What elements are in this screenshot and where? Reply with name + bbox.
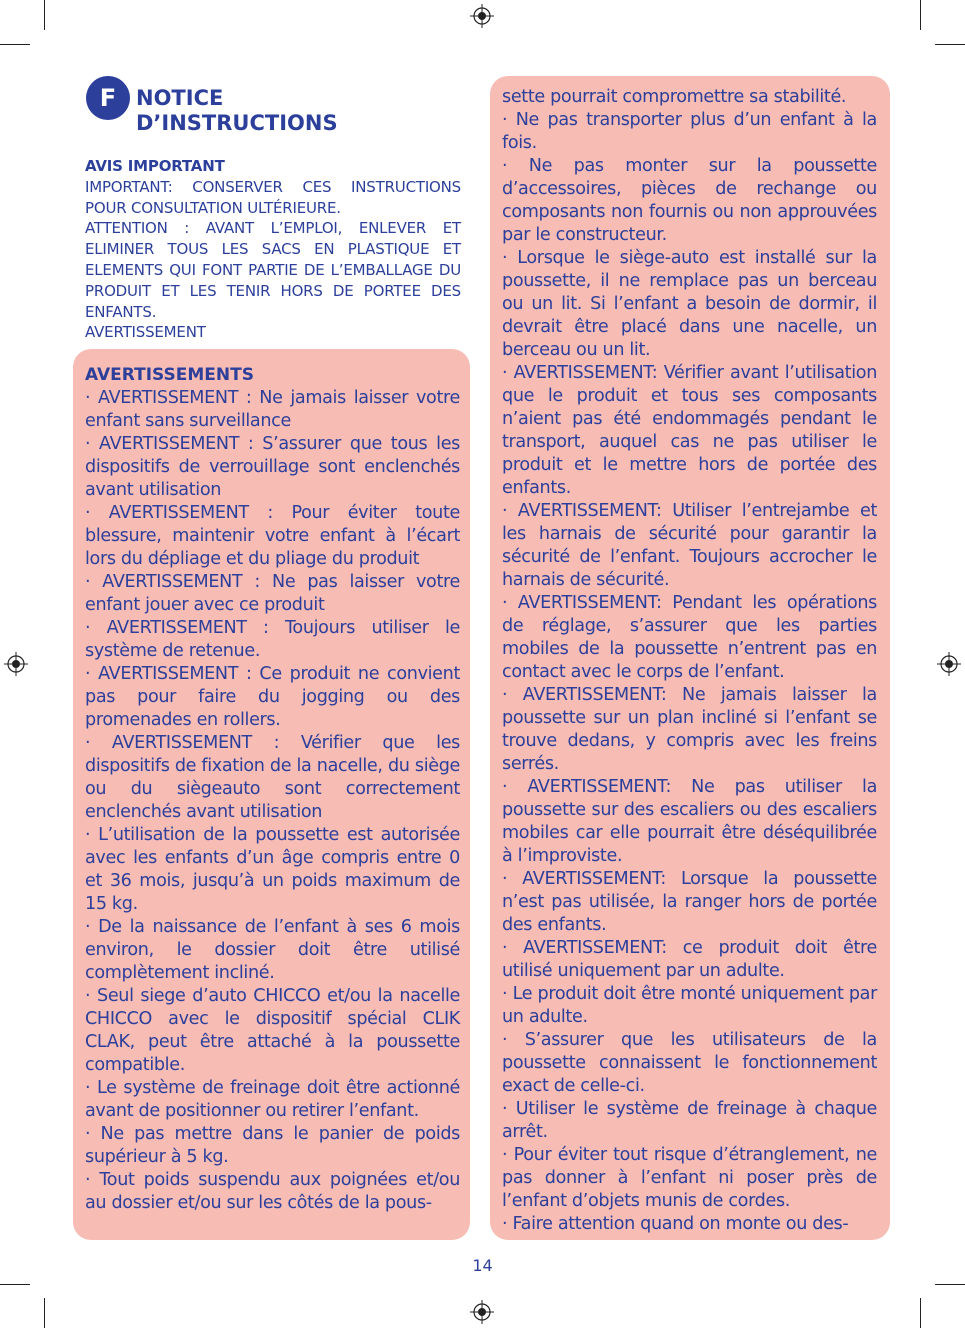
- warning-item: · Seul siege d’auto CHICCO et/ou la nacelle CHICCO avec le dispositif spécial CLIK CLAK, peut être attaché à la poussette compatible.: [85, 986, 460, 1075]
- warning-item: · De la naissance de l’enfant à ses 6 mois environ, le dossier doit être utilisé complètement incliné.: [85, 917, 460, 983]
- crop-mark: [920, 0, 921, 30]
- warning-item: · Le système de freinage doit être actionné avant de positionner ou retirer l’enfant.: [85, 1078, 460, 1121]
- warnings-box-right: [490, 76, 890, 1240]
- warning-item: · AVERTISSEMENT: ce produit doit être utilisé uniquement par un adulte.: [502, 938, 877, 981]
- crop-mark: [0, 44, 30, 45]
- page-title: [136, 86, 338, 136]
- warning-item: · AVERTISSEMENT : Vérifier que les dispositifs de fixation de la nacelle, du siège ou du siègeauto sont correctement enclenchés avant utilisation: [85, 733, 460, 822]
- crop-mark: [920, 1298, 921, 1328]
- warnings-heading: AVERTISSEMENTS: [85, 365, 254, 385]
- warning-item: · AVERTISSEMENT : Ne jamais laisser votre enfant sans surveillance: [85, 388, 460, 431]
- warning-item: sette pourrait compromettre sa stabilité.: [502, 87, 847, 107]
- warning-item: · Lorsque le siège-auto est installé sur la poussette, il ne remplace pas un berceau ou un lit. Si l’enfant a besoin de dormir, il devrait être placé dans une nacelle, un berceau ou un lit.: [502, 248, 877, 360]
- crop-mark: [0, 1284, 30, 1285]
- warning-item: · Tout poids suspendu aux poignées et/ou au dossier et/ou sur les côtés de la pous-: [85, 1170, 460, 1213]
- warning-item: · AVERTISSEMENT: Lorsque la poussette n’est pas utilisée, la ranger hors de portée des enfants.: [502, 869, 877, 935]
- warning-item: · Faire attention quand on monte ou des-: [502, 1214, 849, 1234]
- registration-mark-icon: [937, 652, 961, 676]
- important-paragraph: IMPORTANT: CONSERVER CES INSTRUCTIONS POUR CONSULTATION ULTÉRIEURE.: [85, 177, 461, 217]
- important-paragraph: ATTENTION : AVANT L’EMPLOI, ENLEVER ET ELIMINER TOUS LES SACS EN PLASTIQUE ET ELEMENTS QUI FONT PARTIE DE L’EMBALLAGE DU PRODUIT ET LES TENIR HORS DE PORTEE DES ENFANTS.: [85, 219, 461, 321]
- registration-mark-icon: [4, 652, 28, 676]
- crop-mark: [44, 1298, 45, 1328]
- warning-item: · AVERTISSEMENT: Pendant les opérations de réglage, s’assurer que les parties mobiles de la poussette n’entrent pas en contact avec le corps de l’enfant.: [502, 593, 877, 682]
- warning-item: · AVERTISSEMENT: Vérifier avant l’utilisation que le produit et tous ses composants n’aient pas été endommagés pendant le transport, auquel cas ne pas utiliser le produit et le mettre hors de portée des enfants.: [502, 363, 877, 498]
- warning-item: · Ne pas mettre dans le panier de poids supérieur à 5 kg.: [85, 1124, 460, 1167]
- important-paragraph: AVERTISSEMENT: [85, 323, 206, 342]
- important-heading: AVIS IMPORTANT: [85, 157, 225, 175]
- registration-mark-icon: [470, 1300, 494, 1324]
- warning-item: · AVERTISSEMENT: Ne pas utiliser la poussette sur des escaliers ou des escaliers mobiles car elle pourrait être déséquilibrée à l’improviste.: [502, 777, 877, 866]
- warning-item: · AVERTISSEMENT : Ce produit ne convient pas pour faire du jogging ou des promenades en rollers.: [85, 664, 460, 730]
- warning-item: · AVERTISSEMENT: Ne jamais laisser la poussette sur un plan incliné si l’enfant se trouve dedans, y compris avec les freins serrés.: [502, 685, 877, 774]
- crop-mark: [44, 0, 45, 30]
- crop-mark: [935, 1284, 965, 1285]
- warning-item: · Ne pas monter sur la poussette d’accessoires, pièces de rechange ou composants non fournis ou non approuvées par le constructeur.: [502, 156, 877, 245]
- warning-item: · Pour éviter tout risque d’étranglement, ne pas donner à l’enfant ni poser près de l’enfant d’objets munis de cordes.: [502, 1145, 877, 1211]
- warning-item: · S’assurer que les utilisateurs de la poussette connaissent le fonctionnement exact de celle-ci.: [502, 1030, 877, 1096]
- page-title-line: NOTICE: [136, 86, 224, 110]
- warning-item: · AVERTISSEMENT : Toujours utiliser le système de retenue.: [85, 618, 460, 661]
- registration-mark-icon: [470, 4, 494, 28]
- warning-item: · Le produit doit être monté uniquement par un adulte.: [502, 984, 877, 1027]
- warnings-box-left: [73, 349, 470, 1240]
- warning-item: · AVERTISSEMENT : Ne pas laisser votre enfant jouer avec ce produit: [85, 572, 460, 615]
- language-badge: F: [86, 76, 130, 120]
- warning-item: · AVERTISSEMENT : S’assurer que tous les dispositifs de verrouillage sont enclenchés avant utilisation: [85, 434, 460, 500]
- warning-item: · L’utilisation de la poussette est autorisée avec les enfants d’un âge compris entre 0 et 36 mois, jusqu’à un poids maximum de 15 kg.: [85, 825, 460, 914]
- warning-item: · AVERTISSEMENT: Utiliser l’entrejambe et les harnais de sécurité pour garantir la sécurité de l’enfant. Toujours accrocher le harnais de sécurité.: [502, 501, 877, 590]
- crop-mark: [935, 44, 965, 45]
- warning-item: · Ne pas transporter plus d’un enfant à la fois.: [502, 110, 877, 153]
- page-title-line: D’INSTRUCTIONS: [136, 111, 338, 135]
- important-notice: [85, 156, 461, 343]
- warning-item: · AVERTISSEMENT : Pour éviter toute blessure, maintenir votre enfant à l’écart lors du dépliage et du pliage du produit: [85, 503, 460, 569]
- warning-item: · Utiliser le système de freinage à chaque arrêt.: [502, 1099, 877, 1142]
- page-number: 14: [472, 1256, 493, 1275]
